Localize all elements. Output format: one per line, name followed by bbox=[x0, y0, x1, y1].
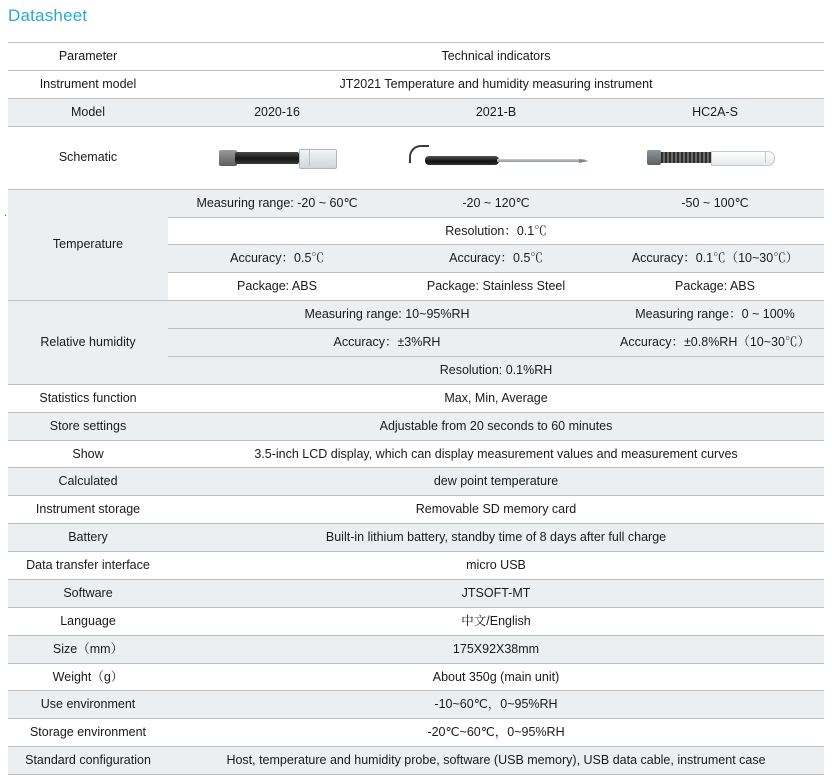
spec-value: Removable SD memory card bbox=[168, 496, 824, 524]
model-col-3: HC2A-S bbox=[606, 98, 824, 126]
temperature-range-3: -50 ~ 100℃ bbox=[606, 189, 824, 217]
table-row bbox=[8, 440, 824, 468]
device-2020-16-icon bbox=[217, 147, 337, 169]
table-row-model bbox=[8, 98, 824, 126]
temperature-range-2: -20 ~ 120℃ bbox=[386, 189, 606, 217]
schematic-cell-2 bbox=[386, 126, 606, 189]
temperature-accuracy-3: Accuracy：0.1℃（10~30℃） bbox=[606, 245, 824, 273]
model-label: Model bbox=[8, 98, 168, 126]
spec-label: Data transfer interface bbox=[8, 552, 168, 580]
schematic-label: Schematic bbox=[8, 126, 168, 189]
spec-value: Host, temperature and humidity probe, software (USB memory), USB data cable, instrument case bbox=[168, 747, 824, 775]
spec-value: JTSOFT-MT bbox=[168, 579, 824, 607]
spec-label: Storage environment bbox=[8, 719, 168, 747]
model-col-1: 2020-16 bbox=[168, 98, 386, 126]
spec-label: Size（mm） bbox=[8, 635, 168, 663]
spec-label: Weight（g） bbox=[8, 663, 168, 691]
header-technical: Technical indicators bbox=[168, 43, 824, 71]
spec-value: -20℃~60℃，0~95%RH bbox=[168, 719, 824, 747]
table-row bbox=[8, 635, 824, 663]
temperature-package-2: Package: Stainless Steel bbox=[386, 273, 606, 301]
spec-label: Instrument storage bbox=[8, 496, 168, 524]
temperature-accuracy-1: Accuracy：0.5℃ bbox=[168, 245, 386, 273]
spec-value: Adjustable from 20 seconds to 60 minutes bbox=[168, 412, 824, 440]
spec-value: 中文/English bbox=[168, 607, 824, 635]
spec-value: Max, Min, Average bbox=[168, 384, 824, 412]
additional-spec-rows bbox=[8, 384, 824, 774]
spec-label: Use environment bbox=[8, 691, 168, 719]
margin-dot: . bbox=[4, 207, 8, 219]
instrument-model-label: Instrument model bbox=[8, 70, 168, 98]
temperature-range-1: Measuring range: -20 ~ 60℃ bbox=[168, 189, 386, 217]
spec-value: Built-in lithium battery, standby time of 8 days after full charge bbox=[168, 524, 824, 552]
spec-value: About 350g (main unit) bbox=[168, 663, 824, 691]
spec-label: Standard configuration bbox=[8, 747, 168, 775]
table-row bbox=[8, 691, 824, 719]
temperature-label: Temperature bbox=[8, 189, 168, 301]
page-title: Datasheet bbox=[8, 6, 88, 25]
table-row bbox=[8, 524, 824, 552]
spec-value: micro USB bbox=[168, 552, 824, 580]
table-row bbox=[8, 663, 824, 691]
humidity-accuracy-left: Accuracy：±3%RH bbox=[168, 329, 606, 357]
table-row bbox=[8, 468, 824, 496]
temperature-package-1: Package: ABS bbox=[168, 273, 386, 301]
temperature-accuracy-2: Accuracy：0.5℃ bbox=[386, 245, 606, 273]
spec-label: Statistics function bbox=[8, 384, 168, 412]
table-row bbox=[8, 384, 824, 412]
temperature-resolution: Resolution：0.1℃ bbox=[168, 217, 824, 245]
humidity-resolution: Resolution: 0.1%RH bbox=[168, 356, 824, 384]
table-row bbox=[8, 607, 824, 635]
table-row bbox=[8, 747, 824, 775]
spec-label: Show bbox=[8, 440, 168, 468]
table-row bbox=[8, 496, 824, 524]
spec-value: 3.5-inch LCD display, which can display measurement values and measurement curves bbox=[168, 440, 824, 468]
humidity-label: Relative humidity bbox=[8, 301, 168, 385]
spec-label: Battery bbox=[8, 524, 168, 552]
table-row-humidity-range bbox=[8, 301, 824, 329]
table-row-instrument-model bbox=[8, 70, 824, 98]
spec-label: Calculated bbox=[8, 468, 168, 496]
instrument-model-value: JT2021 Temperature and humidity measuring instrument bbox=[168, 70, 824, 98]
table-row bbox=[8, 552, 824, 580]
humidity-accuracy-right: Accuracy：±0.8%RH（10~30℃） bbox=[606, 329, 824, 357]
schematic-cell-1 bbox=[168, 126, 386, 189]
table-row bbox=[8, 579, 824, 607]
header-parameter: Parameter bbox=[8, 43, 168, 71]
model-col-2: 2021-B bbox=[386, 98, 606, 126]
humidity-range-right: Measuring range：0 ~ 100% bbox=[606, 301, 824, 329]
table-row bbox=[8, 719, 824, 747]
table-row-temperature-range bbox=[8, 189, 824, 217]
humidity-range-left: Measuring range: 10~95%RH bbox=[168, 301, 606, 329]
schematic-cell-3 bbox=[606, 126, 824, 189]
table-row bbox=[8, 412, 824, 440]
table-row-header bbox=[8, 43, 824, 71]
specification-table bbox=[8, 42, 824, 775]
device-2021-B-probe-icon bbox=[401, 143, 591, 173]
device-HC2A-S-icon bbox=[647, 148, 783, 168]
spec-value: 175X92X38mm bbox=[168, 635, 824, 663]
table-row-schematic bbox=[8, 126, 824, 189]
temperature-package-3: Package: ABS bbox=[606, 273, 824, 301]
spec-value: -10~60℃，0~95%RH bbox=[168, 691, 824, 719]
spec-label: Store settings bbox=[8, 412, 168, 440]
spec-label: Language bbox=[8, 607, 168, 635]
spec-label: Software bbox=[8, 579, 168, 607]
spec-value: dew point temperature bbox=[168, 468, 824, 496]
